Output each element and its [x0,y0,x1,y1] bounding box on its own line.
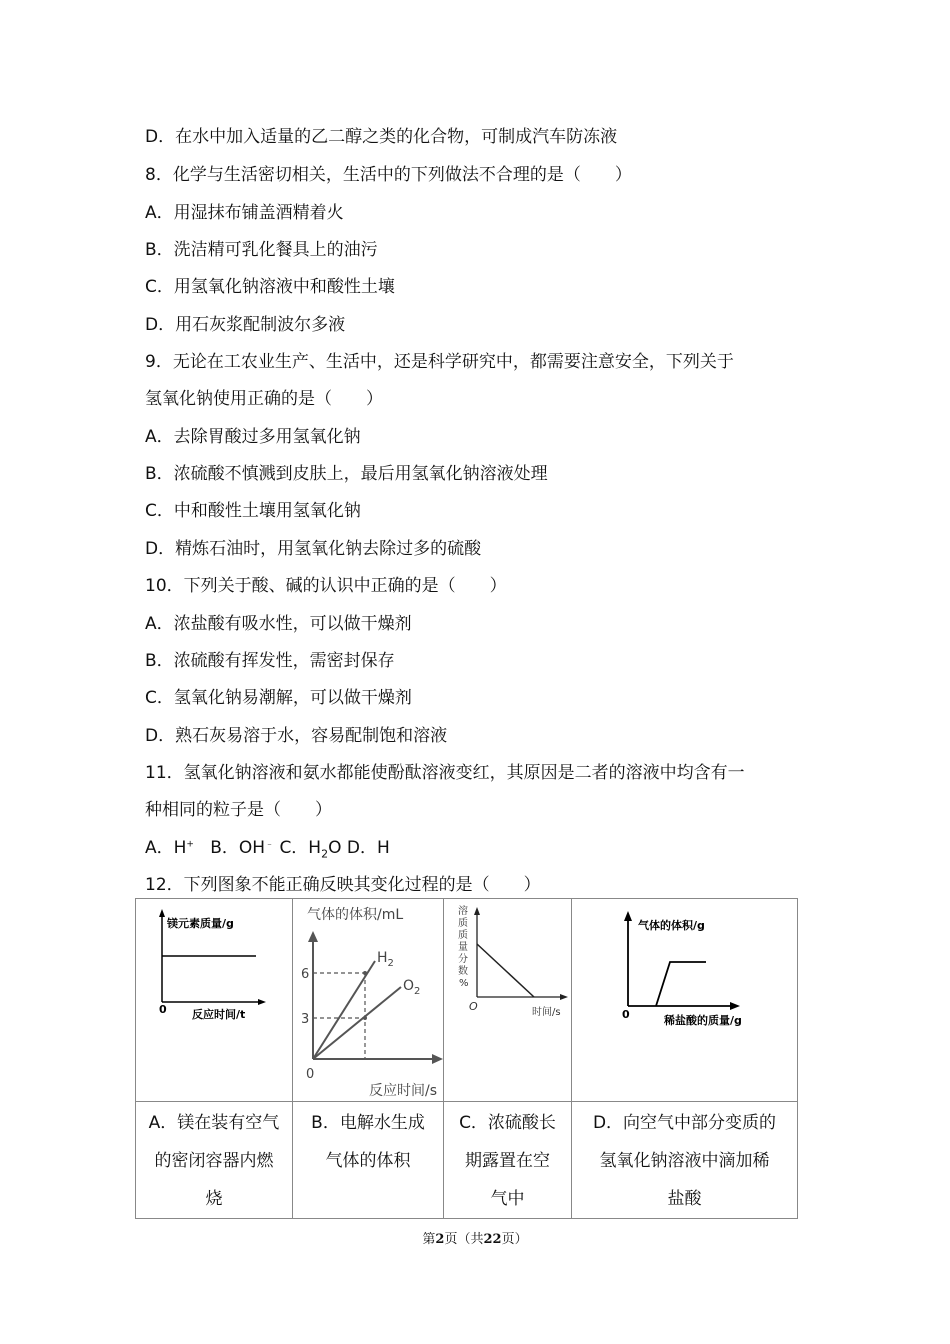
svg-text:数: 数 [458,966,468,977]
graph-b-o2-line [313,987,401,1059]
question-9-line1: 9．无论在工农业生产、生活中，还是科学研究中，都需要注意安全，下列关于 [145,352,734,372]
svg-text:分: 分 [458,954,468,965]
q8-option-a: A．用湿抹布铺盖酒精着火 [145,203,344,223]
graph-a-origin: 0 [159,1003,167,1016]
svg-text:质: 质 [458,918,468,929]
graph-gas-volume [572,899,798,1097]
graph-d-line [656,962,706,1006]
graph-b-origin: 0 [306,1067,315,1082]
q11-options [145,833,390,860]
graph-d-ylabel: 气体的体积/g [638,919,705,932]
svg-text:量: 量 [458,942,468,953]
question-11-line1: 11．氢氧化钠溶液和氨水都能使酚酞溶液变红，其原因是二者的溶液中均含有一 [145,763,745,783]
q10-option-a: A．浓盐酸有吸水性，可以做干燥剂 [145,614,412,634]
caption-d: D．向空气中部分变质的 氢氧化钠溶液中滴加稀 盐酸 [572,1102,798,1219]
page-footer: 第2页（共22页） [422,1232,528,1247]
graph-a-ylabel: 镁元素质量/g [167,917,234,930]
svg-text:溶: 溶 [458,906,468,917]
graph-c-xlabel: 时间/s [532,1007,561,1018]
q11-option-a: A．H+ [145,838,194,858]
graph-c-ylabel [458,904,469,989]
graph-solute-fraction [444,899,572,1097]
graph-d-origin: 0 [622,1008,630,1021]
graph-b-h2-line [313,961,375,1059]
question-9-line2: 氢氧化钠使用正确的是（ ） [145,389,383,409]
graph-b-xlabel: 反应时间/s [369,1083,438,1097]
graph-a-xlabel: 反应时间/t [192,1008,246,1021]
graph-b-h2-label: $H_2$ [377,950,394,969]
q11-option-c: C．$H_2O$ [279,838,342,861]
q9-option-c: C．中和酸性土壤用氢氧化钠 [145,501,361,521]
q9-option-d: D．精炼石油时，用氢氧化钠去除过多的硫酸 [145,539,482,559]
svg-text:%: % [459,978,469,989]
q8-option-c: C．用氢氧化钠溶液中和酸性土壤 [145,277,395,297]
svg-text:质: 质 [458,930,468,941]
q10-option-b: B．浓硫酸有挥发性，需密封保存 [145,651,395,671]
graph-b-tick-6: 6 [301,967,310,982]
q10-option-c: C．氢氧化钠易潮解，可以做干燥剂 [145,688,412,708]
graph-b-tick-3: 3 [301,1012,310,1027]
caption-a: A．镁在装有空气 的密闭容器内燃 烧 [136,1102,293,1219]
q8-option-d: D．用石灰浆配制波尔多液 [145,315,346,335]
caption-c: C．浓硫酸长 期露置在空 气中 [444,1102,572,1219]
graph-c-line [477,944,534,997]
graph-cell-a [136,899,293,1102]
question-8: 8．化学与生活密切相关，生活中的下列做法不合理的是（ ） [145,165,632,185]
caption-b: B．电解水生成 气体的体积 [293,1102,444,1219]
q9-option-b: B．浓硫酸不慎溅到皮肤上，最后用氢氧化钠溶液处理 [145,464,548,484]
graph-d-xlabel: 稀盐酸的质量/g [664,1014,742,1027]
graph-electrolysis-volume [293,899,444,1097]
question-12: 12．下列图象不能正确反映其变化过程的是（ ） [145,875,541,895]
q10-option-d: D．熟石灰易溶于水，容易配制饱和溶液 [145,726,448,746]
graph-cell-b [293,899,444,1102]
q9-option-a: A．去除胃酸过多用氢氧化钠 [145,427,361,447]
q11-option-d: D．H [346,838,390,858]
option-d-q7: D．在水中加入适量的乙二醇之类的化合物，可制成汽车防冻液 [145,127,618,147]
graph-c-origin: O [469,1000,478,1013]
q11-option-b: B．OH﹣ [210,838,275,858]
graph-b-o2-label: $O_2$ [403,978,421,997]
question-11-line2: 种相同的粒子是（ ） [145,800,332,820]
graph-b-ylabel: 气体的体积/mL [307,907,404,923]
q8-option-b: B．洗洁精可乳化餐具上的油污 [145,240,378,260]
question-10: 10．下列关于酸、碱的认识中正确的是（ ） [145,576,507,596]
graph-cell-c [444,899,572,1102]
graph-magnesium-mass [136,899,293,1097]
graph-table [135,898,798,1219]
graph-cell-d [572,899,798,1102]
